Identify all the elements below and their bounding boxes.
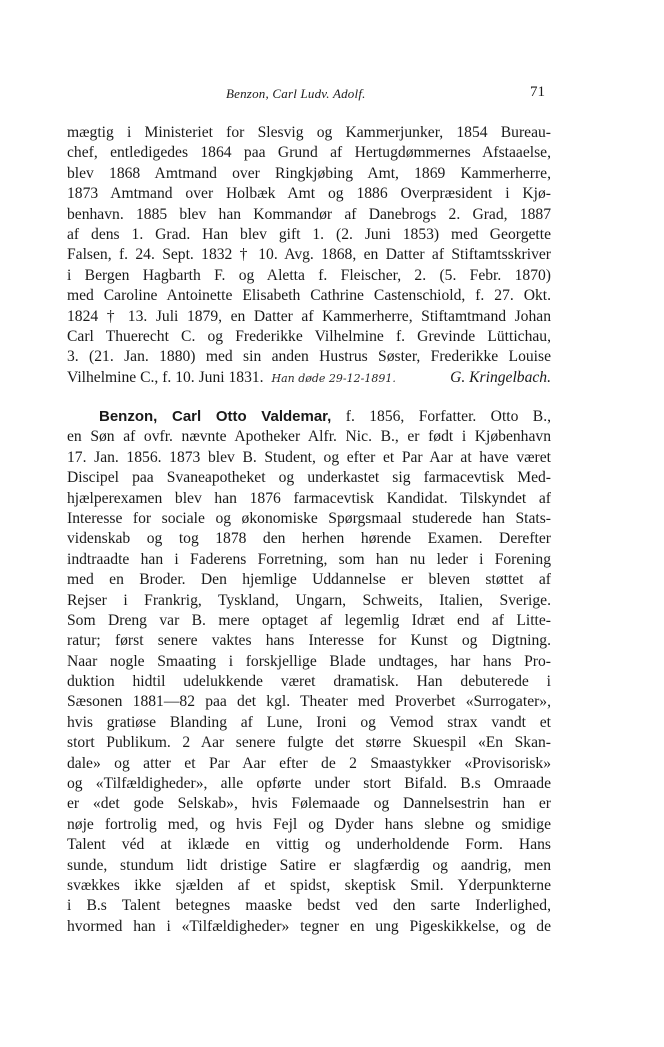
text-line: og «Tilfældigheder», alle opførte under stort Bifald. B.s Omraade — [67, 775, 551, 793]
text-line: benhavn. 1885 blev han Kommandør af Danebrogs 2. Grad, 1887 — [67, 205, 551, 223]
text-line: med Caroline Antoinette Elisabeth Cathrine Castenschiold, f. 27. Okt. — [67, 287, 551, 305]
text-line: hvis gratiøse Blanding af Lune, Ironi og Vemod strax vandt et — [67, 713, 551, 731]
text-line: mægtig i Ministeriet for Slesvig og Kammerjunker, 1854 Bureau- — [67, 124, 551, 141]
entry-headword: Benzon, Carl Otto Valdemar, — [99, 408, 332, 425]
text-line: Discipel paa Svaneapotheket og underkastet sig farmacevtisk Med- — [67, 469, 551, 487]
text-line: videnskab og tog 1878 den herhen hørende Examen. Derefter — [67, 530, 551, 548]
text-line: Som Dreng var B. mere optaget af legemlig Idræt end af Litte- — [67, 611, 551, 629]
text-line: Interesse for sociale og økonomiske Spørgsmaal studerede han Stats- — [67, 509, 551, 527]
text-line: 17. Jan. 1856. 1873 blev B. Student, og efter et Par Aar at have været — [67, 448, 551, 466]
text-line: stort Publikum. 2 Aar senere fulgte det større Skuespil «En Skan- — [67, 734, 551, 752]
text-line: Carl Thuerecht C. og Frederikke Vilhelmine f. Grevinde Lüttichau, — [67, 327, 551, 345]
text-line: blev 1868 Amtmand over Ringkjøbing Amt, 1869 Kammerherre, — [67, 164, 551, 182]
entry-benzon-carl-otto-valdemar — [67, 407, 551, 937]
text-line: Falsen, f. 24. Sept. 1832 † 10. Avg. 1868, en Datter af Stiftamtsskriver — [67, 246, 551, 264]
text-line: dale» og atter et Par Aar efter de 2 Smaastykker «Provisorisk» — [67, 754, 551, 772]
handwritten-note: Han døde 29-12-1891. — [271, 371, 396, 385]
running-head: Benzon, Carl Ludv. Adolf. — [226, 86, 366, 101]
text-line: ratur; først senere vaktes hans Interesse for Kunst og Digtning. — [67, 632, 551, 650]
text-line: 1873 Amtmand over Holbæk Amt og 1886 Overpræsident i Kjø- — [67, 185, 551, 203]
author-signature: G. Kringelbach. — [450, 368, 551, 386]
text-line: nøje fortrolig med, og hvis Fejl og Dyder hans slebne og smidige — [67, 815, 551, 833]
text-line-final — [67, 368, 551, 388]
text-line: en Søn af ovfr. nævnte Apotheker Alfr. Nic. B., er født i Kjøbenhavn — [67, 428, 551, 446]
text-line: i B.s Talent betegnes maaske bedst ved den sarte Inderlighed, — [67, 897, 551, 915]
text-line: Naar nogle Smaating i forskjellige Blade undtages, har hans Pro- — [67, 652, 551, 670]
text-line: Rejser i Frankrig, Tyskland, Ungarn, Schweits, Italien, Sverige. — [67, 591, 551, 609]
first-line-text: f. 1856, Forfatter. Otto B., — [331, 408, 551, 425]
entry-continuation — [67, 123, 551, 388]
text-line: Sæsonen 1881—82 paa det kgl. Theater med Proverbet «Surrogater», — [67, 693, 551, 711]
final-line-text: Vilhelmine C., f. 10. Juni 1831. — [67, 368, 264, 386]
entry-first-line — [67, 407, 551, 427]
text-line: af dens 1. Grad. Han blev gift 1. (2. Juni 1853) med Georgette — [67, 225, 551, 243]
text-line: chef, entledigedes 1864 paa Grund af Hertugdømmernes Afstaaelse, — [67, 144, 551, 162]
text-line: er «det gode Selskab», hvis Følemaade og Dannelsestrin han er — [67, 795, 551, 813]
text-line: 1824 † 13. Juli 1879, en Datter af Kammerherre, Stiftamtmand Johan — [67, 307, 551, 325]
text-line: hjælperexamen blev han 1876 farmacevtisk Kandidat. Tilskyndet af — [67, 489, 551, 507]
text-line: i Bergen Hagbarth F. og Aletta f. Fleischer, 2. (5. Febr. 1870) — [67, 266, 551, 284]
text-line: 3. (21. Jan. 1880) med sin anden Hustrus Søster, Frederikke Louise — [67, 348, 551, 366]
text-line: duktion hidtil udelukkende været dramatisk. Han debuterede i — [67, 673, 551, 691]
text-line: svækkes ikke sjælden af et spidst, skeptisk Smil. Yderpunkterne — [67, 876, 551, 894]
text-line: hvormed han i «Tilfældigheder» tegner en ung Pigeskikkelse, og de — [67, 917, 551, 935]
text-line: sunde, stundum lidt dristige Satire er slagfærdig og aandrig, men — [67, 856, 551, 874]
page-number: 71 — [530, 84, 545, 100]
text-line: med en Broder. Den hjemlige Uddannelse er bleven støttet af — [67, 571, 551, 589]
text-line: Talent véd at iklæde en vittig og underholdende Form. Hans — [67, 836, 551, 854]
text-line: indtraadte han i Faderens Forretning, som han nu leder i Forening — [67, 550, 551, 568]
